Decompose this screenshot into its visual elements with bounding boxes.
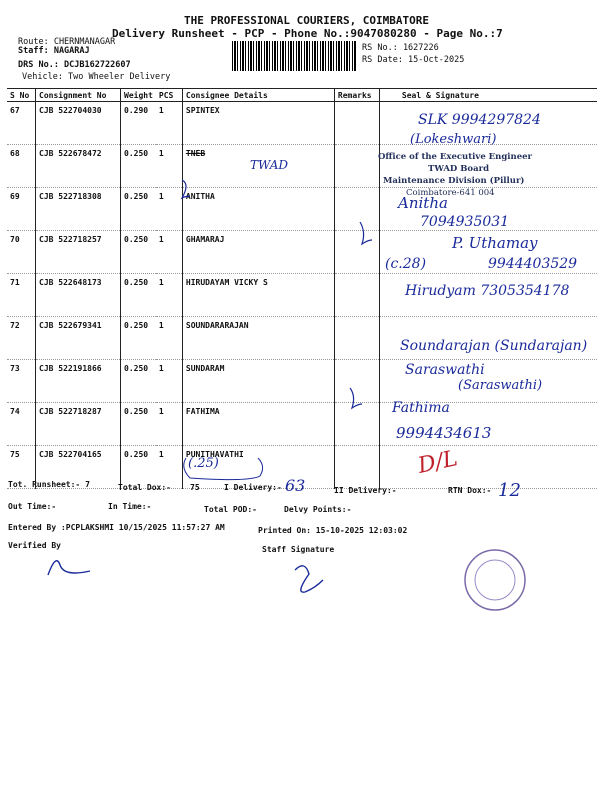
handwriting-r70c: 9944403529 <box>488 256 578 272</box>
total-dox-value: 75 <box>190 483 200 492</box>
handwriting-r69: Anitha <box>398 194 448 212</box>
col-sno: S No <box>7 89 36 102</box>
row-pcs: 1 <box>156 145 183 188</box>
row-sno: 74 <box>7 403 36 446</box>
handwriting-r74: Fathima <box>392 400 450 416</box>
col-weight: Weight <box>121 89 156 102</box>
row-pcs: 1 <box>156 231 183 274</box>
handwriting-r70b: (c.28) <box>385 256 427 272</box>
verified-signature <box>48 561 90 575</box>
check-mark-r70 <box>360 222 372 244</box>
printed-on: Printed On: 15-10-2025 12:03:02 <box>258 526 408 535</box>
total-dox-label: Total Dox:- <box>118 483 171 492</box>
staff-signature-mark <box>295 566 323 592</box>
round-seal-inner <box>475 560 515 600</box>
row-consignment: CJB 522678472 <box>36 145 121 188</box>
in-time: In Time:- <box>108 502 152 511</box>
check-mark-r74 <box>350 388 362 408</box>
stamp-line-3: Maintenance Division (Pillur) <box>383 176 525 186</box>
col-seal-signature: Seal & Signature <box>379 89 597 102</box>
rtn-dox-handwritten: 12 <box>498 480 521 501</box>
row-consignment: CJB 522718308 <box>36 188 121 231</box>
handwriting-r73b: (Saraswathi) <box>458 378 543 393</box>
row-weight: 0.250 <box>121 231 156 274</box>
stamp-line-2: TWAD Board <box>428 164 490 174</box>
handwriting-r73: Saraswathi <box>405 362 485 378</box>
round-seal <box>465 550 525 610</box>
total-pod: Total POD:- <box>204 505 257 514</box>
check-mark-r69 <box>182 180 190 198</box>
row-consignment: CJB 522718287 <box>36 403 121 446</box>
row-consignment: CJB 522704165 <box>36 446 121 489</box>
drs-label: DRS No.: DCJB162722607 <box>18 60 131 70</box>
row-consignee: SUNDARAM <box>182 360 334 403</box>
col-consignee: Consignee Details <box>182 89 334 102</box>
row-pcs: 1 <box>156 403 183 446</box>
handwriting-r67b: (Lokeshwari) <box>410 132 497 147</box>
col-pcs: PCS <box>156 89 183 102</box>
row-weight: 0.250 <box>121 446 156 489</box>
row-consignment: CJB 522679341 <box>36 317 121 360</box>
handwriting-dl: D/L <box>415 446 460 479</box>
row-consignee: GHAMARAJ <box>182 231 334 274</box>
handwriting-r67: SLK 9994297824 <box>418 112 541 128</box>
handwriting-r72: Soundarajan (Sundarajan) <box>400 338 588 354</box>
row-weight: 0.290 <box>121 102 156 145</box>
staff-signature-label: Staff Signature <box>262 545 335 554</box>
oval-r75 <box>184 458 263 480</box>
row-pcs: 1 <box>156 274 183 317</box>
row-consignment: CJB 522648173 <box>36 274 121 317</box>
staff-label: Staff: NAGARAJ <box>18 46 90 56</box>
row-sno: 68 <box>7 145 36 188</box>
row-consignee: HIRUDAYAM VICKY S <box>182 274 334 317</box>
entered-by: Entered By :PCPLAKSHMI 10/15/2025 11:57:27 AM <box>8 523 225 532</box>
row-pcs: 1 <box>156 317 183 360</box>
handwriting-r69b: 7094935031 <box>420 214 510 230</box>
row-weight: 0.250 <box>121 403 156 446</box>
stamp-line-1: Office of the Executive Engineer <box>378 152 532 162</box>
row-pcs: 1 <box>156 360 183 403</box>
row-weight: 0.250 <box>121 145 156 188</box>
delvy-points: Delvy Points:- <box>284 505 352 514</box>
row-sno: 75 <box>7 446 36 489</box>
row-weight: 0.250 <box>121 317 156 360</box>
vehicle-label: Vehicle: Two Wheeler Delivery <box>22 72 171 82</box>
handwriting-r75-remark: (.25) <box>188 456 219 471</box>
out-time: Out Time:- <box>8 502 57 511</box>
company-title: THE PROFESSIONAL COURIERS, COIMBATORE <box>184 14 430 27</box>
row-sno: 67 <box>7 102 36 145</box>
row-sno: 69 <box>7 188 36 231</box>
handwriting-r70: P. Uthamay <box>452 234 538 252</box>
rtn-dox-label: RTN Dox:- <box>448 486 492 495</box>
row-consignee: PUNITHAVATHI <box>182 446 334 489</box>
row-pcs: 1 <box>156 446 183 489</box>
route-label: Route: CHERNMANAGAR <box>18 37 116 47</box>
handwriting-r71: Hirudyam 7305354178 <box>405 283 570 299</box>
col-consignment: Consignment No <box>36 89 121 102</box>
i-delivery-handwritten: 63 <box>285 476 306 495</box>
row-weight: 0.250 <box>121 360 156 403</box>
row-weight: 0.250 <box>121 188 156 231</box>
row-sno: 73 <box>7 360 36 403</box>
rs-date: RS Date: 15-Oct-2025 <box>362 55 465 65</box>
col-remarks: Remarks <box>334 89 379 102</box>
row-sno: 71 <box>7 274 36 317</box>
handwriting-twad: TWAD <box>250 158 289 172</box>
rs-number: RS No.: 1627226 <box>362 43 439 53</box>
row-consignment: CJB 522704030 <box>36 102 121 145</box>
stamp-line-4: Coimbatore-641 004 <box>406 188 495 198</box>
row-consignment: CJB 522191866 <box>36 360 121 403</box>
row-sno: 72 <box>7 317 36 360</box>
runsheet-title: Delivery Runsheet - PCP - Phone No.:9047080280 - Page No.:7 <box>112 27 503 40</box>
row-consignee: FATHIMA <box>182 403 334 446</box>
handwriting-r75: 9994434613 <box>396 424 492 442</box>
row-consignee: SOUNDARARAJAN <box>182 317 334 360</box>
row-consignee: SPINTEX <box>182 102 334 145</box>
row-consignee: TNEB <box>182 145 334 188</box>
row-consignment: CJB 522718257 <box>36 231 121 274</box>
ii-delivery-label: II Delivery:- <box>334 486 397 495</box>
row-consignee: ANITHA <box>182 188 334 231</box>
i-delivery-label: I Delivery:- <box>224 483 282 492</box>
verified-by: Verified By <box>8 541 61 550</box>
row-pcs: 1 <box>156 188 183 231</box>
row-weight: 0.250 <box>121 274 156 317</box>
row-sno: 70 <box>7 231 36 274</box>
tot-runsheet: Tot. Runsheet:- 7 <box>8 480 90 489</box>
row-pcs: 1 <box>156 102 183 145</box>
